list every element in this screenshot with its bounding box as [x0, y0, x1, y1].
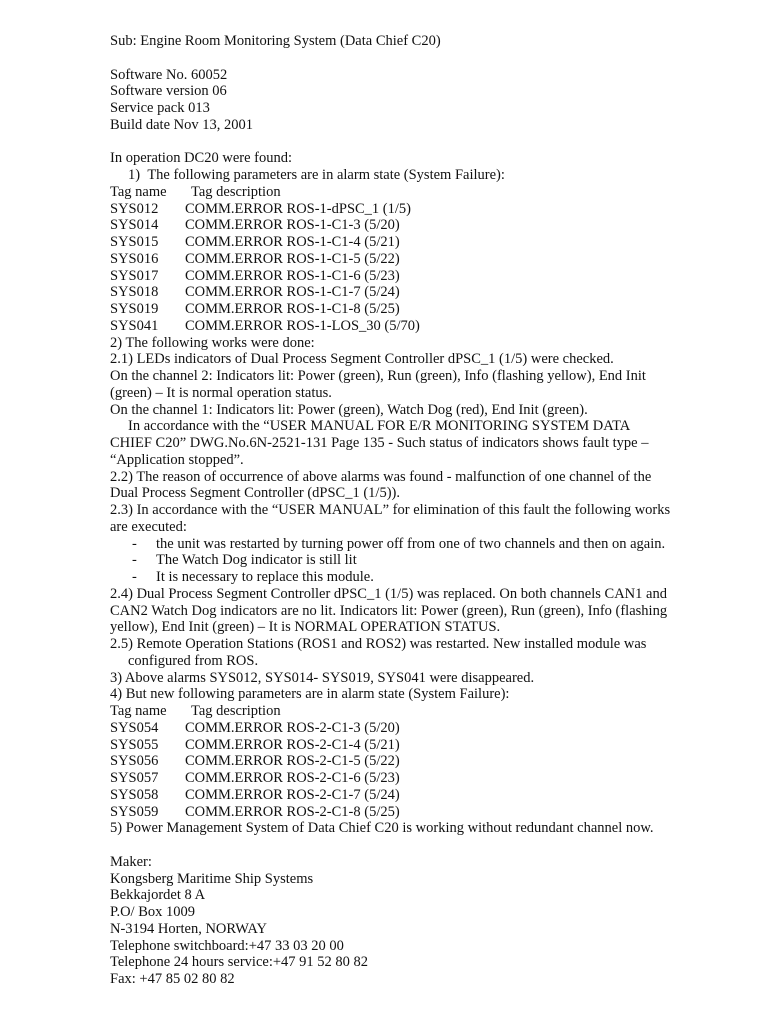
bullet-text: the unit was restarted by turning power off from one of two channels and then on again.	[156, 535, 666, 552]
bullet-text: It is necessary to replace this module.	[156, 569, 374, 585]
intro-line: In operation DC20 were found:	[110, 150, 293, 167]
table2-row	[110, 737, 720, 754]
manual-line-b: CHIEF C20” DWG.No.6N-2521-131 Page 135 - Such status of indicators shows fault type –	[110, 435, 649, 451]
table1-tag-cell: SYS012	[110, 200, 159, 217]
table1-desc-cell: COMM.ERROR ROS-1-C1-3 (5/20)	[185, 217, 400, 234]
build-date: Build date Nov 13, 2001	[110, 116, 253, 133]
table1-desc-cell: COMM.ERROR ROS-1-C1-8 (5/25)	[185, 301, 400, 317]
paragraph-2-1: 2.1) LEDs indicators of Dual Process Segment Controller dPSC_1 (1/5) were checked.	[110, 351, 614, 368]
table2-header-desc: Tag description	[191, 703, 281, 719]
service-pack: Service pack 013	[110, 100, 210, 116]
table2-row	[110, 753, 720, 770]
table2-desc-cell: COMM.ERROR ROS-2-C1-6 (5/23)	[185, 770, 400, 786]
table1-desc-cell: COMM.ERROR ROS-1-C1-4 (5/21)	[185, 234, 400, 250]
table1-row	[110, 318, 720, 335]
item4-heading: 4) But new following parameters are in alarm state (System Failure):	[110, 686, 510, 703]
maker-city: N-3194 Horten, NORWAY	[110, 920, 267, 937]
table2-row	[110, 787, 720, 804]
table1-header	[110, 184, 720, 201]
software-number: Software No. 60052	[110, 66, 228, 83]
blank-line	[110, 134, 720, 151]
table1-row	[110, 201, 720, 218]
item5-line: 5) Power Management System of Data Chief C20 is working without redundant channel now.	[110, 820, 654, 837]
blank-line	[110, 837, 720, 854]
table1-desc-cell: COMM.ERROR ROS-1-dPSC_1 (1/5)	[185, 200, 411, 217]
maker-fax: Fax: +47 85 02 80 82	[110, 971, 235, 987]
table1-row	[110, 268, 720, 285]
table2-desc-cell: COMM.ERROR ROS-2-C1-4 (5/21)	[185, 736, 400, 753]
maker-street: Bekkajordet 8 A	[110, 887, 206, 904]
maker-company: Kongsberg Maritime Ship Systems	[110, 870, 314, 887]
table2-tag-cell: SYS055	[110, 736, 159, 753]
channel2-line-a: On the channel 2: Indicators lit: Power (green), Run (green), Info (flashing yellow), End Init	[110, 368, 646, 384]
bullet-dash: -	[132, 552, 137, 569]
maker-switchboard: Telephone switchboard:+47 33 03 20 00	[110, 937, 344, 954]
item1-heading: 1) The following parameters are in alarm state (System Failure):	[128, 167, 505, 183]
table1-row	[110, 251, 720, 268]
paragraph-2-3-a: 2.3) In accordance with the “USER MANUAL” for elimination of this fault the following works	[110, 502, 671, 518]
table1-row	[110, 301, 720, 318]
table1-tag-cell: SYS014	[110, 217, 159, 234]
table2-tag-cell: SYS057	[110, 770, 159, 786]
table2-row	[110, 804, 720, 821]
maker-po-box: P.O/ Box 1009	[110, 904, 196, 920]
table1-row	[110, 217, 720, 234]
paragraph-2-4-c: yellow), End Init (green) – It is NORMAL OPERATION STATUS.	[110, 619, 501, 636]
channel1-line: On the channel 1: Indicators lit: Power (green), Watch Dog (red), End Init (green).	[110, 401, 588, 418]
table1-desc-cell: COMM.ERROR ROS-1-C1-6 (5/23)	[185, 267, 400, 284]
table2-desc-cell: COMM.ERROR ROS-2-C1-7 (5/24)	[185, 786, 400, 803]
blank-line	[110, 50, 720, 67]
table2-tag-cell: SYS056	[110, 753, 159, 770]
paragraph-2-4-b: CAN2 Watch Dog indicators are no lit. Indicators lit: Power (green), Run (green), Info (flashing	[110, 602, 668, 619]
paragraph-2-2-a: 2.2) The reason of occurrence of above alarms was found - malfunction of one channel of the	[110, 468, 652, 485]
works-heading: 2) The following works were done:	[110, 334, 315, 351]
table1-desc-cell: COMM.ERROR ROS-1-C1-5 (5/22)	[185, 250, 400, 267]
table2-header-tag: Tag name	[110, 703, 167, 719]
channel2-line-b: (green) – It is normal operation status.	[110, 384, 332, 401]
maker-service: Telephone 24 hours service:+47 91 52 80 82	[110, 954, 369, 971]
paragraph-2-5-a: 2.5) Remote Operation Stations (ROS1 and ROS2) was restarted. New installed module was	[110, 636, 647, 652]
table1-row	[110, 234, 720, 251]
table2-desc-cell: COMM.ERROR ROS-2-C1-5 (5/22)	[185, 753, 400, 770]
paragraph-2-5-b: configured from ROS.	[128, 652, 259, 669]
bullet-item	[110, 552, 720, 569]
table2-row	[110, 770, 720, 787]
table1-row	[110, 284, 720, 301]
table2-rows	[110, 720, 720, 821]
item3-line: 3) Above alarms SYS012, SYS014- SYS019, SYS041 were disappeared.	[110, 669, 535, 686]
table1-tag-cell: SYS015	[110, 234, 159, 250]
paragraph-2-2-b: Dual Process Segment Controller (dPSC_1 (1/5)).	[110, 485, 400, 502]
table1-header-desc: Tag description	[191, 183, 281, 200]
maker-label: Maker:	[110, 853, 152, 870]
software-version: Software version 06	[110, 83, 227, 100]
table1-tag-cell: SYS041	[110, 317, 159, 334]
table1-header-tag: Tag name	[110, 183, 167, 200]
table1-tag-cell: SYS019	[110, 301, 159, 317]
table2-desc-cell: COMM.ERROR ROS-2-C1-3 (5/20)	[185, 719, 400, 736]
document-page	[110, 33, 720, 988]
subject-line: Sub: Engine Room Monitoring System (Data Chief C20)	[110, 33, 441, 49]
bullet-text: The Watch Dog indicator is still lit	[156, 552, 357, 569]
table2-tag-cell: SYS059	[110, 803, 159, 820]
table2-tag-cell: SYS054	[110, 719, 159, 736]
bullet-list	[110, 536, 720, 586]
bullet-dash: -	[132, 535, 137, 552]
table2-row	[110, 720, 720, 737]
paragraph-2-4-a: 2.4) Dual Process Segment Controller dPSC_1 (1/5) was replaced. On both channels CAN1 and	[110, 585, 667, 602]
table1-tag-cell: SYS018	[110, 284, 159, 301]
bullet-dash: -	[132, 569, 137, 585]
bullet-item	[110, 569, 720, 586]
paragraph-2-3-b: are executed:	[110, 518, 187, 535]
table2-header	[110, 703, 720, 720]
table2-tag-cell: SYS058	[110, 786, 159, 803]
table1-desc-cell: COMM.ERROR ROS-1-LOS_30 (5/70)	[185, 317, 420, 334]
table1-rows	[110, 201, 720, 335]
table1-desc-cell: COMM.ERROR ROS-1-C1-7 (5/24)	[185, 284, 400, 301]
manual-line-c: “Application stopped”.	[110, 451, 244, 468]
table2-desc-cell: COMM.ERROR ROS-2-C1-8 (5/25)	[185, 803, 400, 820]
table1-tag-cell: SYS017	[110, 267, 159, 284]
manual-line-a: In accordance with the “USER MANUAL FOR E/R MONITORING SYSTEM DATA	[128, 418, 631, 435]
table1-tag-cell: SYS016	[110, 250, 159, 267]
bullet-item	[110, 536, 720, 553]
